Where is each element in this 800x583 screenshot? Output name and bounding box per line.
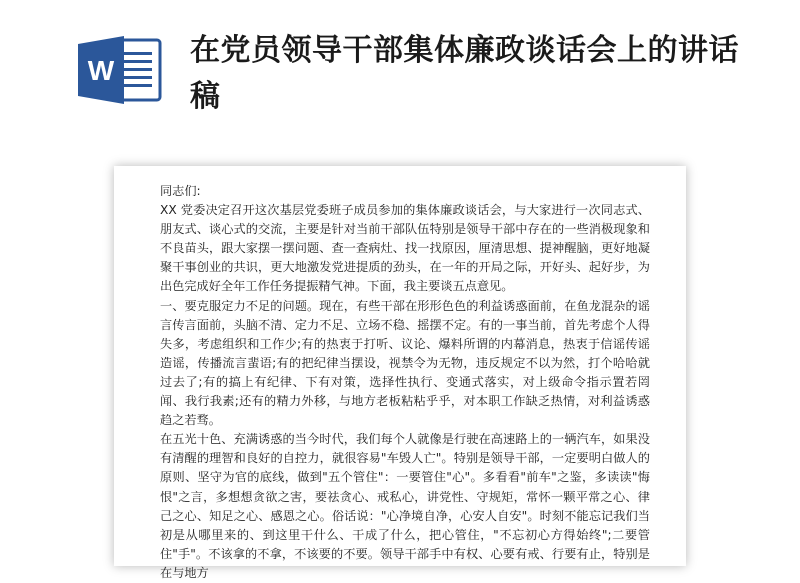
document-body [114,166,686,583]
paragraph-section-one: 一、要克服定力不足的问题。现在，有些干部在形形色色的利益诱惑面前，在鱼龙混杂的谣言传言面前，头脑不清、定力不足、立场不稳、摇摆不定。有的一事当前，首先考虑个人得失多，考虑组织和工作少;有的热衷于打听、议论、爆料所谓的内幕消息，热衷于信谣传谣造谣，传播流言蜚语;有的把纪律当摆设，视禁令为无物，违反规定不以为然，打个哈哈就过去了;有的搞上有纪律、下有对策，选择性执行、变通式落实，对上级命令指示置若罔闻、我行我素;还有的精力外移，与地方老板粘粘乎乎，对本职工作缺乏热情，对利益诱惑趋之若骛。 [160,298,650,428]
paragraph-intro: XX 党委决定召开这次基层党委班子成员参加的集体廉政谈话会，与大家进行一次同志式、朋友式、谈心式的交流，主要是针对当前干部队伍特别是领导干部中存在的一些消极现象和不良苗头，跟大家摆一摆问题、查一查病灶、找一找原因，厘清思想、提神醒脑，更好地凝聚干事创业的共识，更大地激发党进提质的劲头，在一年的开局之际，开好头、起好步，为出色完成好全年工作任务提振精气神。下面，我主要谈五点意见。 [160,203,650,294]
document-page [114,166,686,580]
word-logo-letter: W [87,55,115,86]
salutation: 同志们: [160,184,201,198]
paragraph-five-controls: 在五光十色、充满诱惑的当今时代，我们每个人就像是行驶在高速路上的一辆汽车，如果没有清醒的理智和良好的自控力，就很容易"车毁人亡"。特别是领导干部，一定要明白做人的原则、坚守为官的底线，做到"五个管住"：一要管住"心"。多看看"前车"之鉴，多读读"悔恨"之言，多想想贪欲之害，要祛贪心、戒私心，讲党性、守规矩，常怀一颗平常之心、律己之心、知足之心、感恩之心。俗话说："心净境自净，心安人自安"。时刻不能忘记我们当初是从哪里来的、到这里干什么、干成了什么，把心管住，"不忘初心方得始终";二要管住"手"。不该拿的不拿，不该要的不要。领导干部手中有权、心要有戒、行要有止，特别是在与地方 [160,432,650,580]
header [0,0,800,150]
word-document-icon [76,34,164,106]
page-title: 在党员领导干部集体廉政谈话会上的讲话稿 [190,33,739,114]
